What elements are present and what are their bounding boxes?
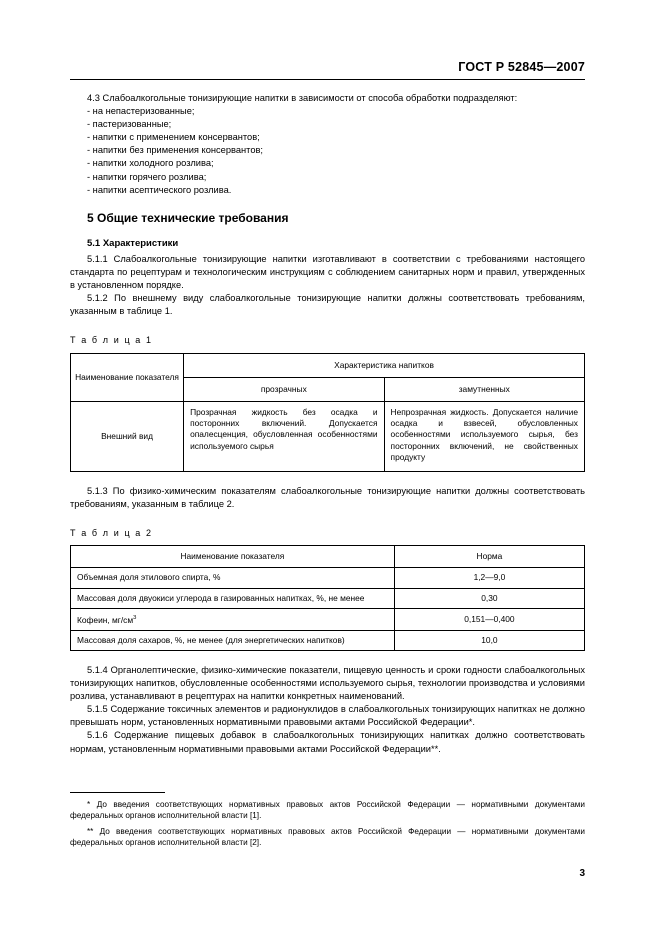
- paragraph-5-1-4: 5.1.4 Органолептические, физико-химические показатели, пищевую ценность и сроки годности слабоалкогольных тонизирующих напитков, обусловленные особенностями используемого сырья, технологии производства и условиями розлива, устанавливают в рецептурах на напитки конкретных наименований.: [70, 665, 585, 702]
- paragraph-5-1-5: 5.1.5 Содержание токсичных элементов и радионуклидов в слабоалкогольных тонизирующих напитках не должно превышать норм, установленных нормативными правовыми актами Российской Федерации*.: [70, 704, 585, 728]
- table-1-caption: Т а б л и ц а 1: [70, 335, 153, 346]
- subsection-heading-5-1: 5.1 Характеристики: [87, 237, 179, 249]
- list-item: - пастеризованные;: [87, 119, 172, 130]
- paragraph-5-1-3: 5.1.3 По физико-химическим показателям слабоалкогольные тонизирующие напитки должны соответствовать требованиям, указанным в таблице 2.: [70, 485, 585, 510]
- table-2-cell-name: Массовая доля сахаров, %, не менее (для энергетических напитков): [71, 630, 395, 650]
- header-rule: [70, 79, 585, 80]
- paragraph-5-1-2: 5.1.2 По внешнему виду слабоалкогольные тонизирующие напитки должны соответствовать требованиям, указанным в таблице 1.: [70, 293, 585, 317]
- table-2-caption: Т а б л и ц а 2: [70, 528, 153, 539]
- paragraph-5-1-1: 5.1.1 Слабоалкогольные тонизирующие напитки изготавливают в соответствии с требованиями настоящего стандарта по рецептурам и технологическим инструкциям с соблюдением санитарных норм и правил, утвержденных в установленном порядке.: [70, 253, 585, 291]
- table-1-subheader-cloudy: замутненных: [384, 377, 584, 401]
- table-row: [71, 353, 585, 377]
- footnote-1: * До введения соответствующих нормативных правовых актов Российской Федерации — нормативными документами федеральных органов исполнительной власти [1].: [70, 800, 585, 821]
- footnote-separator: [70, 792, 165, 793]
- table-2-cell-value: 0,30: [394, 588, 584, 608]
- list-item: - на непастеризованные;: [87, 106, 195, 117]
- table-1-cell-cloudy: Непрозрачная жидкость. Допускается наличие осадка и взвесей, обусловленных особенностями используемого сырья, без посторонних включений, не свойственных продукту: [384, 401, 584, 471]
- table-row: [71, 568, 585, 588]
- list-item: - напитки с применением консервантов;: [87, 132, 260, 143]
- document-body: [70, 92, 585, 756]
- table-row: [71, 401, 585, 471]
- table-2-cell-name: Массовая доля двуокиси углерода в газированных напитках, %, не менее: [71, 588, 395, 608]
- table-2-header-col2: Норма: [394, 546, 584, 568]
- table-2: [70, 545, 585, 651]
- list-item: - напитки холодного розлива;: [87, 158, 214, 169]
- page-number: 3: [579, 868, 585, 879]
- footnotes: [70, 792, 585, 853]
- table-row: [71, 546, 585, 568]
- table-2-cell-value: 1,2—9,0: [394, 568, 584, 588]
- table-1-header-col2: Характеристика напитков: [184, 353, 585, 377]
- table-1-row-name: Внешний вид: [71, 401, 184, 471]
- table-1: [70, 353, 585, 472]
- table-1-cell-clear: Прозрачная жидкость без осадка и посторонних включений. Допускается опалесценция, обусловленная особенностями используемого сырья: [184, 401, 384, 471]
- table-2-cell-name: Объемная доля этилового спирта, %: [71, 568, 395, 588]
- table-2-cell-name-superscript: 3: [133, 614, 137, 621]
- list-item: - напитки асептического розлива.: [87, 184, 232, 195]
- section-heading-5: 5 Общие технические требования: [87, 210, 289, 225]
- table-row: [71, 608, 585, 630]
- paragraph-4-3: 4.3 Слабоалкогольные тонизирующие напитки в зависимости от способа обработки подразделяют:: [87, 93, 518, 103]
- table-1-header-col1: Наименование показателя: [71, 353, 184, 401]
- table-1-subheader-clear: прозрачных: [184, 377, 384, 401]
- table-2-cell-name-text: Кофеин, мг/см: [77, 614, 134, 625]
- page-header: ГОСТ Р 52845—2007: [458, 60, 585, 74]
- list-item: - напитки горячего розлива;: [87, 171, 207, 182]
- table-2-cell-name: [71, 608, 395, 630]
- list-item: - напитки без применения консервантов;: [87, 145, 264, 156]
- list-4-3: [70, 105, 585, 197]
- table-2-header-col1: Наименование показателя: [71, 546, 395, 568]
- table-2-cell-value: 0,151—0,400: [394, 608, 584, 630]
- table-row: [71, 630, 585, 650]
- paragraph-5-1-6: 5.1.6 Содержание пищевых добавок в слабоалкогольных тонизирующих напитках должно соответствовать нормам, установленным нормативными правовыми актами Российской Федерации**.: [70, 730, 585, 754]
- table-2-cell-value: 10,0: [394, 630, 584, 650]
- footnote-2: ** До введения соответствующих нормативных правовых актов Российской Федерации — нормативными документами федеральных органов исполнительной власти [2].: [70, 826, 585, 848]
- table-row: [71, 588, 585, 608]
